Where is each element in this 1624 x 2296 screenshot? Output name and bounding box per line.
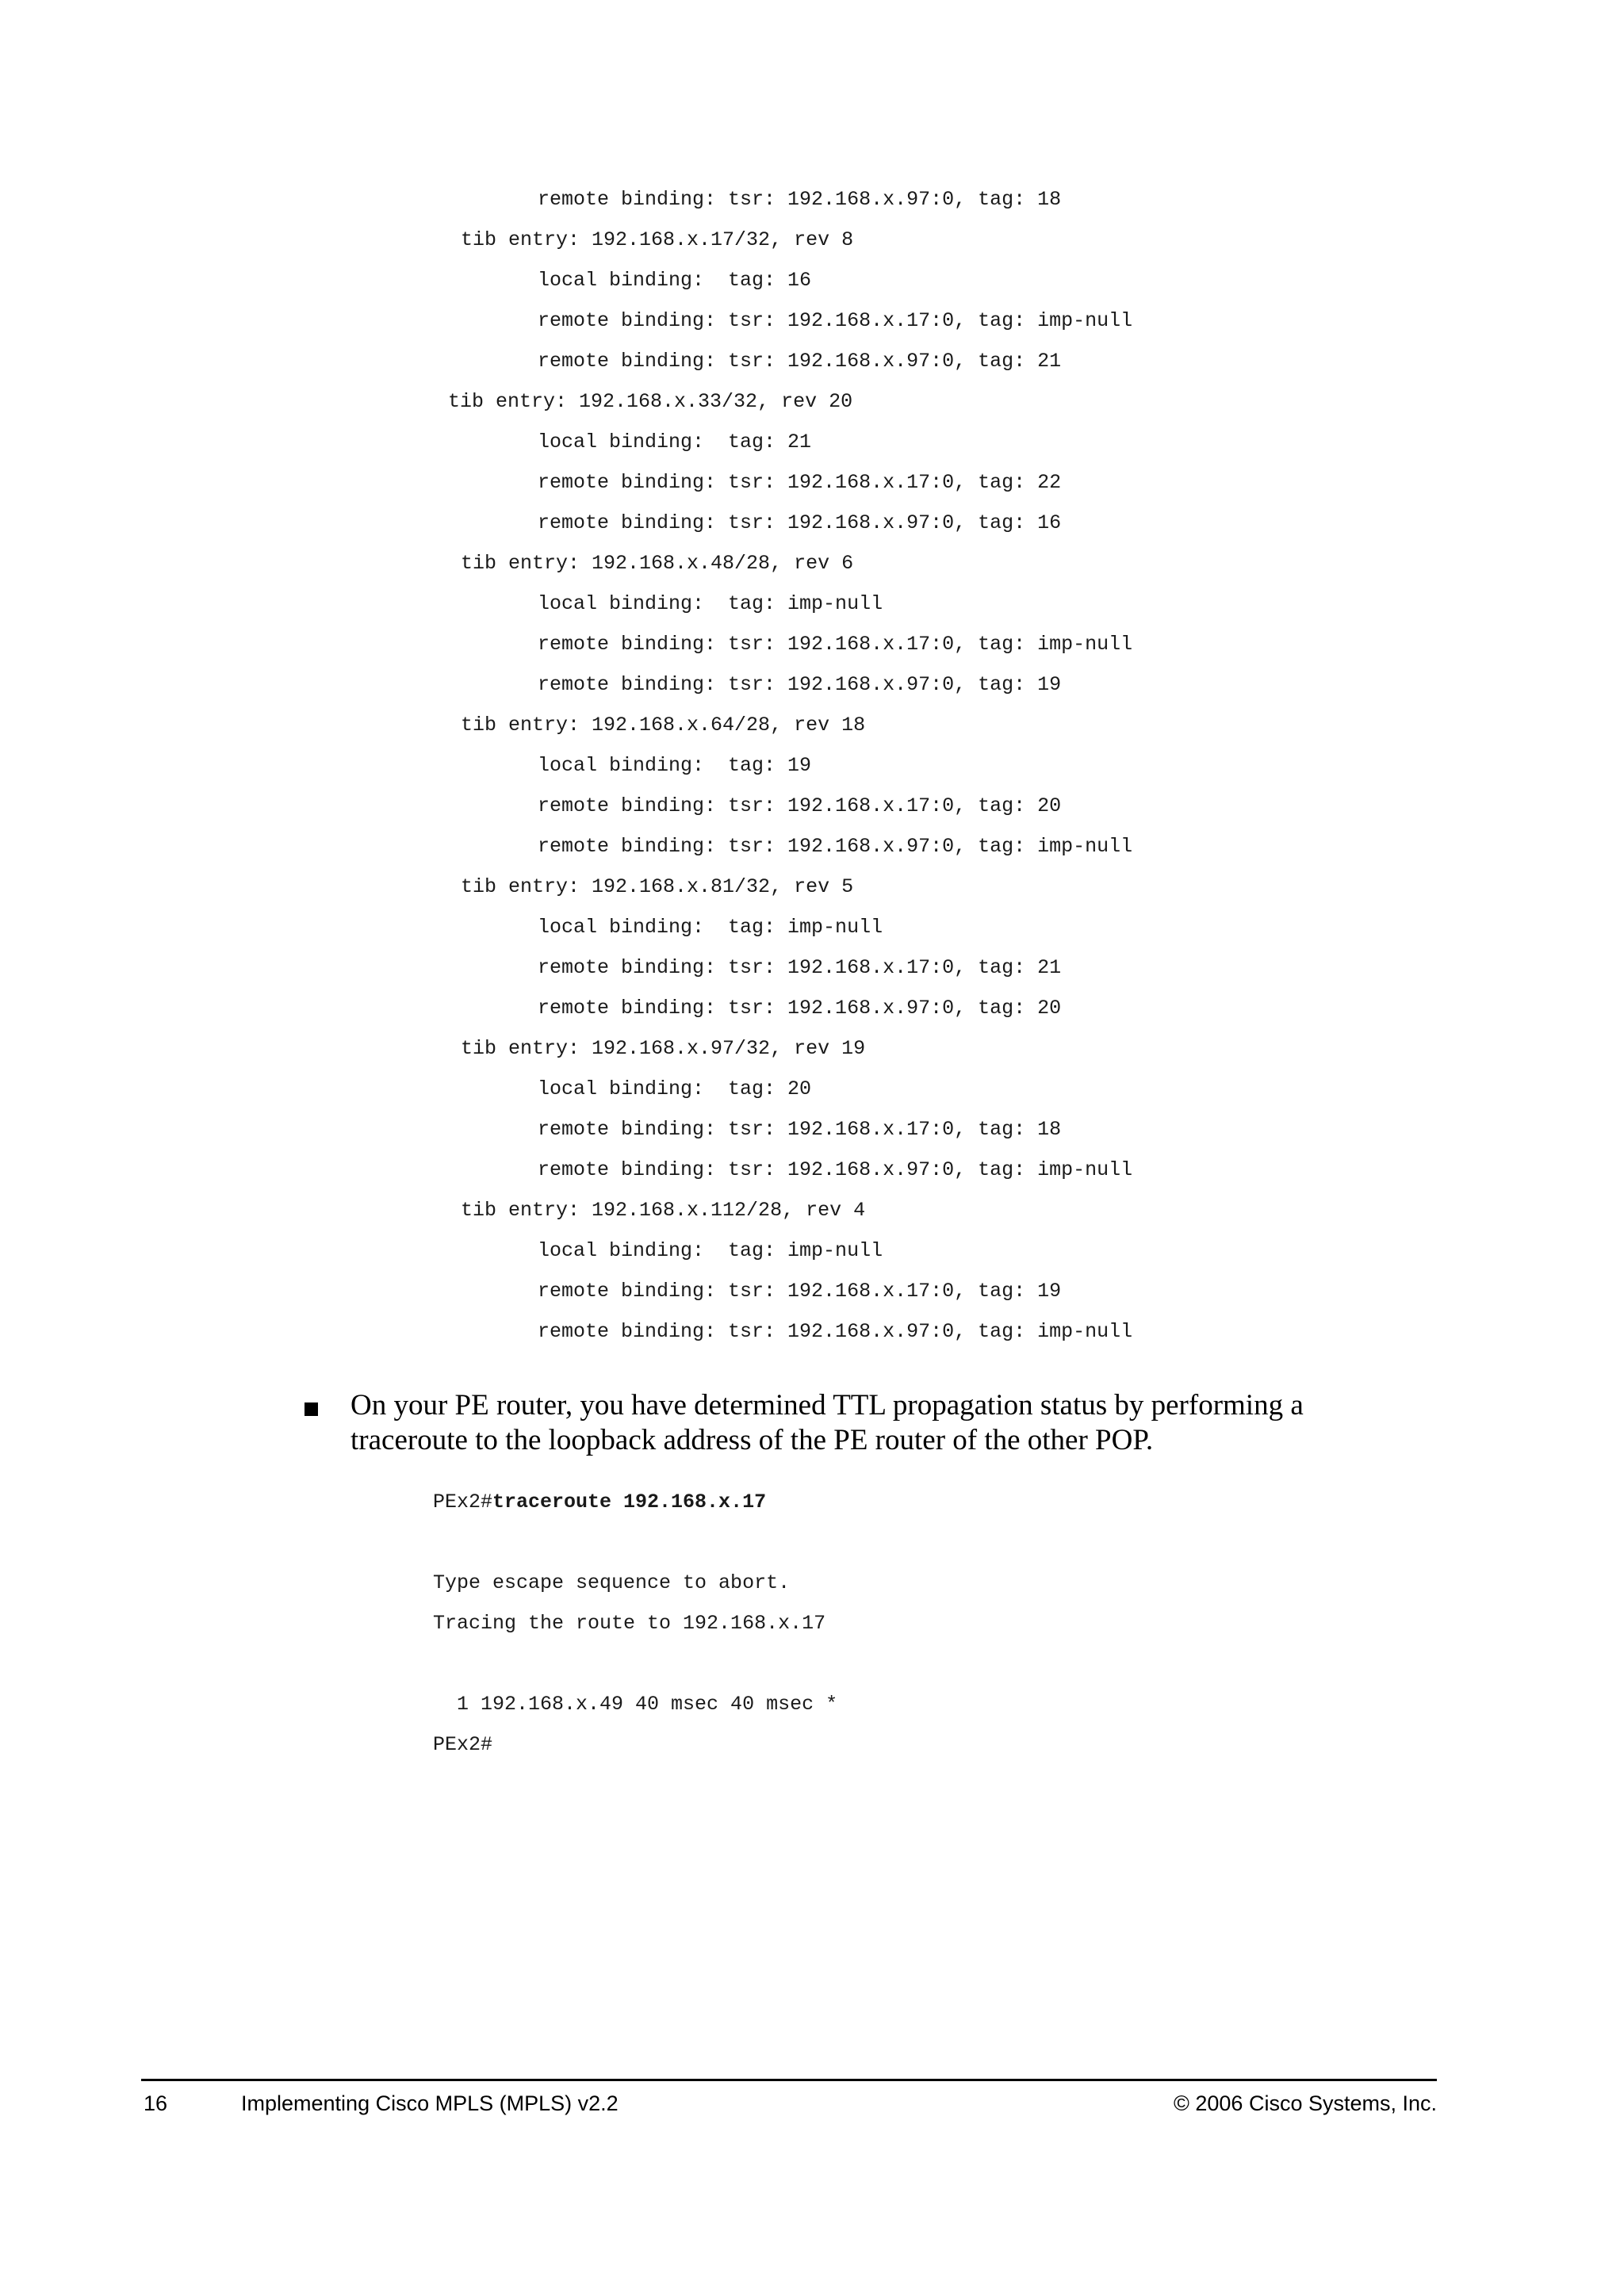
code-line: remote binding: tsr: 192.168.x.97:0, tag: 20 <box>538 997 1062 1020</box>
code-line: remote binding: tsr: 192.168.x.17:0, tag: imp-null <box>538 633 1133 656</box>
code-line: remote binding: tsr: 192.168.x.17:0, tag: 18 <box>538 1118 1062 1141</box>
code-line: tib entry: 192.168.x.81/32, rev 5 <box>461 875 854 898</box>
code-line: local binding: tag: 20 <box>538 1077 812 1100</box>
code-line: remote binding: tsr: 192.168.x.97:0, tag: imp-null <box>538 1320 1133 1343</box>
code-line: local binding: tag: imp-null <box>538 916 883 939</box>
end-prompt-line: PEx2# <box>433 1733 493 1756</box>
code-line: remote binding: tsr: 192.168.x.17:0, tag: 22 <box>538 471 1062 494</box>
code-line: tib entry: 192.168.x.112/28, rev 4 <box>461 1199 866 1222</box>
code-line: remote binding: tsr: 192.168.x.17:0, tag: 20 <box>538 794 1062 817</box>
footer-course-title: Implementing Cisco MPLS (MPLS) v2.2 <box>241 2091 619 2115</box>
code-line: remote binding: tsr: 192.168.x.97:0, tag: imp-null <box>538 835 1133 858</box>
traceroute-command-line <box>433 1490 766 1514</box>
code-line: remote binding: tsr: 192.168.x.17:0, tag: 21 <box>538 956 1062 979</box>
code-line: remote binding: tsr: 192.168.x.97:0, tag: 16 <box>538 511 1062 534</box>
page-number: 16 <box>144 2091 168 2115</box>
code-line: tib entry: 192.168.x.17/32, rev 8 <box>461 228 854 251</box>
code-line: local binding: tag: 21 <box>538 430 812 453</box>
cli-prompt: PEx2# <box>433 1490 493 1513</box>
code-line: remote binding: tsr: 192.168.x.17:0, tag: imp-null <box>538 309 1133 332</box>
footer-copyright: © 2006 Cisco Systems, Inc. <box>1173 2091 1437 2115</box>
code-line: remote binding: tsr: 192.168.x.97:0, tag: imp-null <box>538 1158 1133 1181</box>
code-line: tib entry: 192.168.x.64/28, rev 18 <box>461 714 866 737</box>
footer-divider <box>141 2079 1437 2081</box>
square-bullet-icon <box>304 1402 318 1416</box>
tracing-route-line: Tracing the route to 192.168.x.17 <box>433 1612 826 1635</box>
cli-command: traceroute 192.168.x.17 <box>492 1490 767 1513</box>
code-line: remote binding: tsr: 192.168.x.97:0, tag: 21 <box>538 350 1062 373</box>
code-line: tib entry: 192.168.x.33/32, rev 20 <box>448 390 853 413</box>
bullet-text: On your PE router, you have determined TTL propagation status by performing a traceroute to the loopback address of the PE router of the other POP. <box>350 1389 1304 1456</box>
escape-sequence-line: Type escape sequence to abort. <box>433 1571 791 1594</box>
code-line: local binding: tag: imp-null <box>538 1239 883 1262</box>
hop-line: 1 192.168.x.49 40 msec 40 msec * <box>433 1693 838 1716</box>
code-line: local binding: tag: imp-null <box>538 592 883 615</box>
code-line: local binding: tag: 16 <box>538 269 812 292</box>
code-line: tib entry: 192.168.x.97/32, rev 19 <box>461 1037 866 1060</box>
code-line: tib entry: 192.168.x.48/28, rev 6 <box>461 552 854 575</box>
code-line: local binding: tag: 19 <box>538 754 812 777</box>
code-line: remote binding: tsr: 192.168.x.97:0, tag: 19 <box>538 673 1062 696</box>
code-line: remote binding: tsr: 192.168.x.97:0, tag: 18 <box>538 188 1062 211</box>
code-line: remote binding: tsr: 192.168.x.17:0, tag: 19 <box>538 1280 1062 1303</box>
